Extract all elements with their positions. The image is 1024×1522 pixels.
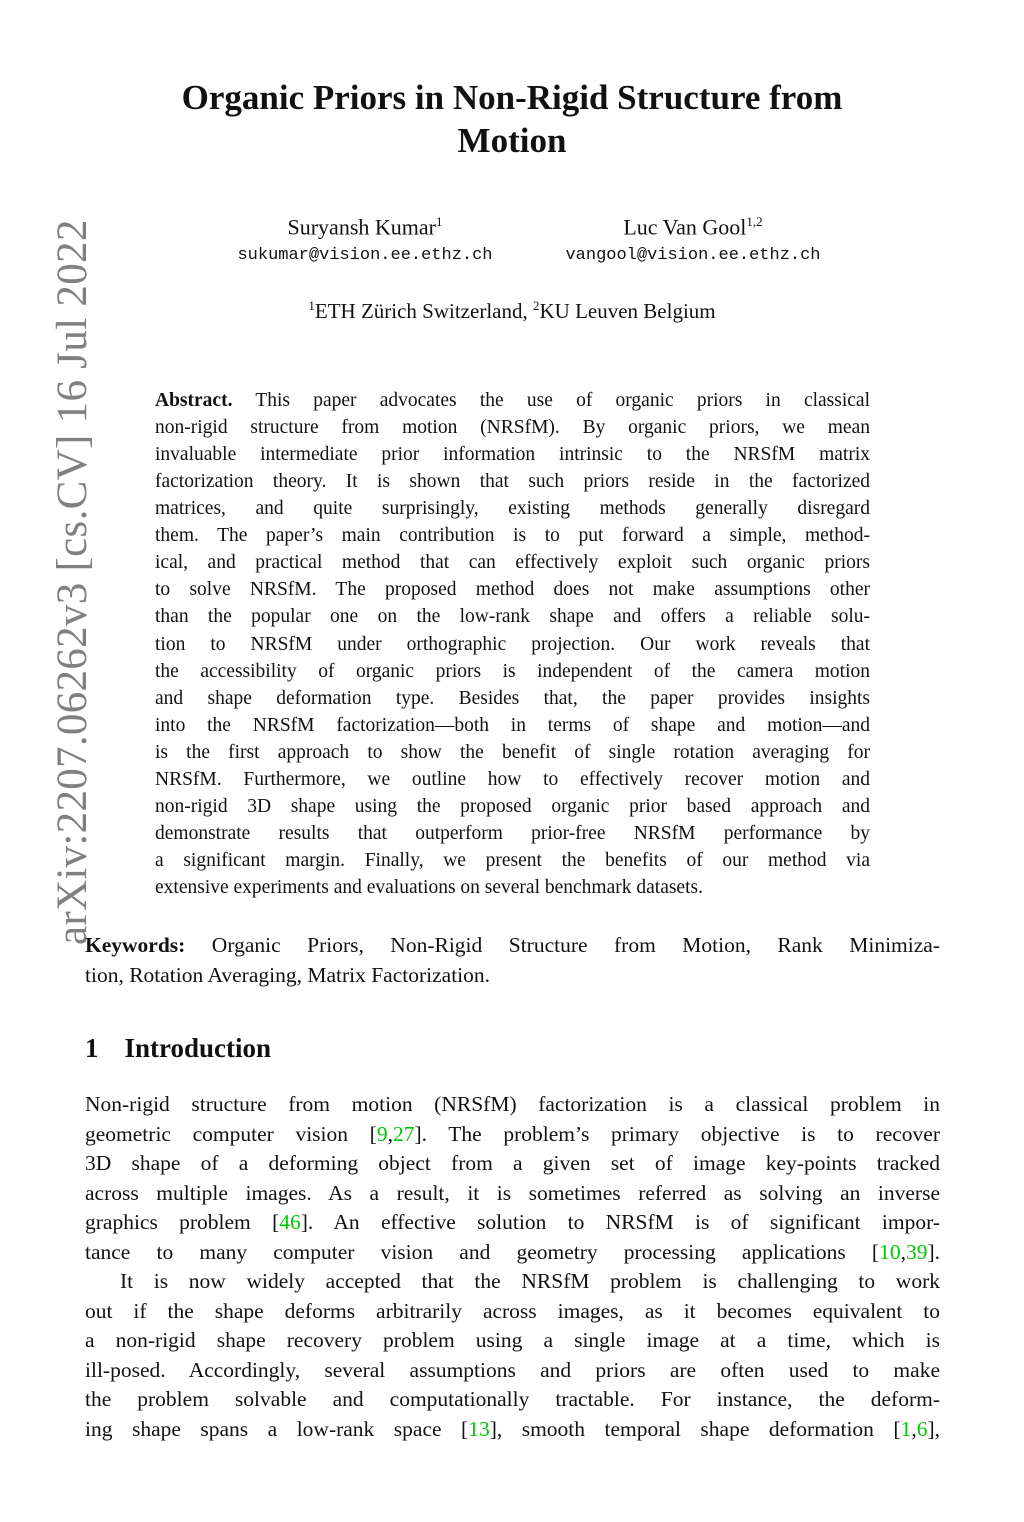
intro-line: a non-rigid shape recovery problem using a single image at a time, which is — [85, 1328, 940, 1352]
abstract-line — [155, 390, 870, 412]
abstract-line: into the NRSfM factorization—both in terms of shape and motion—and — [155, 714, 870, 736]
abstract-line: is the first approach to show the benefit of single rotation averaging for — [155, 741, 870, 763]
section-heading — [85, 1033, 297, 1064]
intro-line: ing shape spans a low-rank space [13], smooth temporal shape deformation [1,6], — [85, 1416, 940, 1441]
affil-sup: 2 — [532, 298, 540, 313]
paper-title — [0, 76, 1024, 162]
abstract-label: Abstract. — [155, 390, 233, 411]
abstract-line: than the popular one on the low-rank shape and offers a reliable solu- — [155, 606, 870, 628]
citation-link[interactable]: 10 — [879, 1239, 901, 1264]
intro-line: geometric computer vision [9,27]. The problem’s primary objective is to recover — [85, 1121, 940, 1146]
abstract-line: non-rigid structure from motion (NRSfM). By organic priors, we mean — [155, 417, 870, 439]
author-name: Suryansh Kumar — [287, 214, 436, 240]
abstract-line: them. The paper’s main contribution is to put forward a simple, method- — [155, 525, 870, 547]
citation-link[interactable]: 39 — [905, 1239, 928, 1264]
author-affil-sup: 1 — [435, 214, 443, 229]
affiliations — [0, 298, 1024, 324]
intro-line: 3D shape of a deforming object from a given set of image key-points tracked — [85, 1151, 940, 1175]
arxiv-stamp: arXiv:2207.06262v3 [cs.CV] 16 Jul 2022 — [49, 219, 96, 945]
section-title: Introduction — [124, 1033, 272, 1063]
citation-link[interactable]: 27 — [392, 1121, 415, 1146]
keywords-line — [85, 933, 940, 958]
intro-line: graphics problem [46]. An effective solution to NRSfM is of significant impor- — [85, 1210, 940, 1234]
intro-line: the problem solvable and computationally tractable. For instance, the deform- — [85, 1387, 940, 1411]
author-email: sukumar@vision.ee.ethz.ch — [237, 246, 493, 266]
author — [215, 214, 515, 265]
author-affil-sup: 1,2 — [746, 214, 763, 229]
section-number: 1 — [85, 1033, 99, 1063]
keywords-line: tion, Rotation Averaging, Matrix Factorization. — [85, 963, 491, 987]
citation-link[interactable]: 13 — [468, 1416, 490, 1441]
intro-line: Non-rigid structure from motion (NRSfM) factorization is a classical problem in — [85, 1092, 940, 1116]
keywords-text: Organic Priors, Non-Rigid Structure from Motion, Rank Minimiza- — [211, 933, 940, 957]
title-line: Organic Priors in Non-Rigid Structure from — [181, 78, 843, 117]
abstract-line: extensive experiments and evaluations on several benchmark datasets. — [155, 877, 703, 899]
affiliation: ETH Zürich Switzerland, — [314, 299, 533, 323]
affiliation: KU Leuven Belgium — [539, 299, 716, 323]
abstract-text: This paper advocates the use of organic priors in classical — [255, 390, 870, 411]
abstract-line: the accessibility of organic priors is independent of the camera motion — [155, 660, 870, 682]
abstract-line: to solve NRSfM. The proposed method does not make assumptions other — [155, 579, 870, 601]
abstract-line: invaluable intermediate prior information intrinsic to the NRSfM matrix — [155, 444, 870, 466]
keywords-label: Keywords: — [85, 933, 186, 957]
intro-line: across multiple images. As a result, it is sometimes referred as solving an inverse — [85, 1180, 940, 1205]
abstract-line: matrices, and quite surprisingly, existing methods generally disregard — [155, 498, 870, 520]
affil-sup: 1 — [308, 298, 315, 313]
title-line: Motion — [457, 121, 567, 160]
intro-line: ill-posed. Accordingly, several assumptions and priors are often used to make — [85, 1357, 940, 1382]
intro-line: tance to many computer vision and geometry processing applications [10,39]. — [85, 1239, 940, 1264]
abstract-line: factorization theory. It is shown that such priors reside in the factorized — [155, 471, 870, 493]
citation-link[interactable]: 46 — [279, 1210, 301, 1234]
abstract-line: ical, and practical method that can effectively exploit such organic priors — [155, 552, 870, 574]
abstract-line: tion to NRSfM under orthographic projection. Our work reveals that — [155, 633, 870, 655]
author-email: vangool@vision.ee.ethz.ch — [565, 246, 821, 266]
author-name: Luc Van Gool — [623, 214, 747, 240]
abstract-line: a significant margin. Finally, we present the benefits of our method via — [155, 850, 870, 872]
intro-line: out if the shape deforms arbitrarily across images, as it becomes equivalent to — [85, 1298, 940, 1323]
intro-line: It is now widely accepted that the NRSfM problem is challenging to work — [120, 1269, 940, 1293]
citation-link[interactable]: 9 — [376, 1121, 388, 1146]
abstract-line: and shape deformation type. Besides that, the paper provides insights — [155, 687, 870, 709]
author — [543, 214, 843, 265]
citation-link[interactable]: 1 — [900, 1416, 912, 1441]
citation-link[interactable]: 6 — [916, 1416, 928, 1441]
abstract-line: non-rigid 3D shape using the proposed organic prior based approach and — [155, 795, 870, 817]
abstract-line: demonstrate results that outperform prior-free NRSfM performance by — [155, 822, 870, 844]
abstract-line: NRSfM. Furthermore, we outline how to effectively recover motion and — [155, 768, 870, 790]
